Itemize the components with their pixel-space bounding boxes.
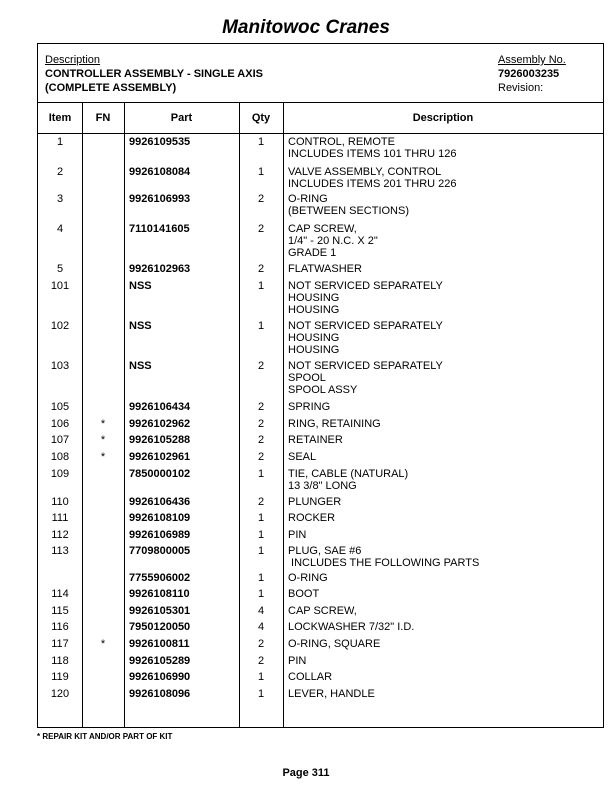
column-headers [38, 103, 603, 134]
row-item: 120 [50, 688, 70, 700]
row-qty: 2 [257, 418, 265, 430]
row-part: 9926109535 [129, 136, 191, 148]
row-part: 9926105289 [129, 655, 191, 667]
row-item: 107 [50, 434, 70, 446]
row-part: 9926105301 [129, 605, 191, 617]
row-part: 9926108096 [129, 688, 191, 700]
row-part: 9926100811 [129, 638, 190, 650]
row-item: 118 [51, 655, 69, 667]
row-qty: 1 [257, 588, 265, 600]
row-item: 117 [51, 638, 69, 650]
row-qty: 2 [257, 193, 265, 205]
row-part: 7110141605 [129, 223, 190, 235]
row-qty: 2 [257, 451, 265, 463]
row-qty: 1 [257, 136, 265, 148]
row-qty: 4 [257, 621, 265, 633]
row-item: 112 [51, 529, 69, 541]
row-part: NSS [129, 360, 152, 372]
row-description: RING, RETAINING [288, 418, 381, 430]
row-description: PLUNGER [288, 496, 342, 508]
page-number: Page 311 [282, 767, 330, 779]
row-part: 9926106993 [129, 193, 191, 205]
row-description: PLUG, SAE #6 INCLUDES THE FOLLOWING PARTS [288, 545, 480, 569]
row-qty: 2 [257, 496, 265, 508]
footnote: * REPAIR KIT AND/OR PART OF KIT [37, 732, 173, 741]
description-line-1: CONTROLLER ASSEMBLY - SINGLE AXIS [45, 68, 263, 80]
row-qty: 1 [257, 166, 265, 178]
row-description: CONTROL, REMOTE INCLUDES ITEMS 101 THRU 126 [288, 136, 457, 160]
assembly-label: Assembly No. [498, 54, 566, 66]
row-qty: 2 [257, 223, 265, 235]
row-description: PIN [288, 529, 307, 541]
row-item: 3 [56, 193, 64, 205]
row-fn: * [100, 434, 106, 446]
row-description: RETAINER [288, 434, 343, 446]
row-description: CAP SCREW, [288, 605, 357, 617]
column-divider [124, 103, 125, 727]
row-item: 5 [56, 263, 64, 275]
row-qty: 1 [257, 671, 265, 683]
row-fn: * [100, 451, 106, 463]
row-item: 103 [50, 360, 70, 372]
row-part: 9926102962 [129, 418, 191, 430]
description-line-2: (COMPLETE ASSEMBLY) [45, 82, 177, 94]
row-qty: 4 [257, 605, 265, 617]
row-part: 9926108109 [129, 512, 191, 524]
row-qty: 1 [257, 688, 265, 700]
revision-label: Revision: [498, 82, 544, 94]
description-label: Description [45, 54, 101, 66]
row-description: SPRING [288, 401, 331, 413]
row-item: 102 [50, 320, 70, 332]
column-header-fn: FN [95, 112, 111, 124]
row-part: 9926106434 [129, 401, 191, 413]
column-header-item: Item [48, 112, 72, 124]
page-title: Manitowoc Cranes [222, 17, 390, 38]
row-item: 1 [56, 136, 64, 148]
row-description: LEVER, HANDLE [288, 688, 375, 700]
row-part: 7850000102 [129, 468, 191, 480]
row-item: 2 [56, 166, 64, 178]
row-qty: 1 [257, 512, 265, 524]
row-qty: 2 [257, 655, 265, 667]
row-description: TIE, CABLE (NATURAL) 13 3/8" LONG [288, 468, 409, 492]
row-item: 105 [50, 401, 70, 413]
row-fn: * [100, 638, 106, 650]
assembly-number: 7926003235 [498, 68, 560, 80]
row-qty: 1 [257, 529, 265, 541]
column-divider [283, 103, 284, 727]
row-part: 7709800005 [129, 545, 191, 557]
row-qty: 1 [257, 320, 265, 332]
row-description: FLATWASHER [288, 263, 362, 275]
row-part: 7755906002 [129, 572, 191, 584]
row-qty: 1 [257, 468, 265, 480]
row-item: 114 [51, 588, 69, 600]
row-description: O-RING, SQUARE [288, 638, 381, 650]
row-item: 119 [51, 671, 69, 683]
row-part: 9926102963 [129, 263, 191, 275]
row-part: 9926102961 [129, 451, 191, 463]
row-part: 9926106436 [129, 496, 191, 508]
column-header-qty: Qty [251, 112, 271, 124]
row-item: 101 [50, 280, 70, 292]
row-description: SEAL [288, 451, 317, 463]
row-item: 106 [50, 418, 70, 430]
row-item: 4 [56, 223, 64, 235]
row-item: 109 [50, 468, 70, 480]
row-part: 9926105288 [129, 434, 191, 446]
row-description: O-RING [288, 572, 328, 584]
row-item: 108 [50, 451, 70, 463]
row-qty: 1 [257, 572, 265, 584]
row-description: O-RING (BETWEEN SECTIONS) [288, 193, 410, 217]
row-qty: 2 [257, 638, 265, 650]
row-description: NOT SERVICED SEPARATELY HOUSING HOUSING [288, 320, 443, 356]
row-qty: 1 [257, 280, 265, 292]
row-fn: * [100, 418, 106, 430]
row-part: 7950120050 [129, 621, 191, 633]
row-qty: 2 [257, 434, 265, 446]
assembly-header [38, 44, 603, 103]
row-item: 116 [51, 621, 69, 633]
row-description: PIN [288, 655, 307, 667]
row-description: LOCKWASHER 7/32" I.D. [288, 621, 415, 633]
parts-list-frame [37, 43, 604, 728]
row-qty: 2 [257, 360, 265, 372]
row-qty: 1 [257, 545, 265, 557]
row-part: 9926106990 [129, 671, 191, 683]
row-description: VALVE ASSEMBLY, CONTROL INCLUDES ITEMS 201 THRU 226 [288, 166, 457, 190]
row-part: NSS [129, 320, 152, 332]
row-part: NSS [129, 280, 152, 292]
description-block [45, 53, 263, 95]
column-header-part: Part [170, 112, 193, 124]
row-description: COLLAR [288, 671, 333, 683]
row-part: 9926108110 [129, 588, 190, 600]
column-divider [82, 103, 83, 727]
row-description: NOT SERVICED SEPARATELY HOUSING HOUSING [288, 280, 443, 316]
row-description: CAP SCREW, 1/4" - 20 N.C. X 2" GRADE 1 [288, 223, 378, 259]
row-qty: 2 [257, 263, 265, 275]
row-item: 115 [51, 605, 69, 617]
row-item: 110 [51, 496, 69, 508]
row-description: NOT SERVICED SEPARATELY SPOOL SPOOL ASSY [288, 360, 443, 396]
row-description: BOOT [288, 588, 320, 600]
row-part: 9926106989 [129, 529, 191, 541]
row-item: 111 [51, 512, 69, 524]
row-description: ROCKER [288, 512, 336, 524]
assembly-block [498, 53, 566, 95]
row-item: 113 [51, 545, 69, 557]
row-part: 9926108084 [129, 166, 191, 178]
row-qty: 2 [257, 401, 265, 413]
column-header-description: Description [412, 112, 474, 124]
